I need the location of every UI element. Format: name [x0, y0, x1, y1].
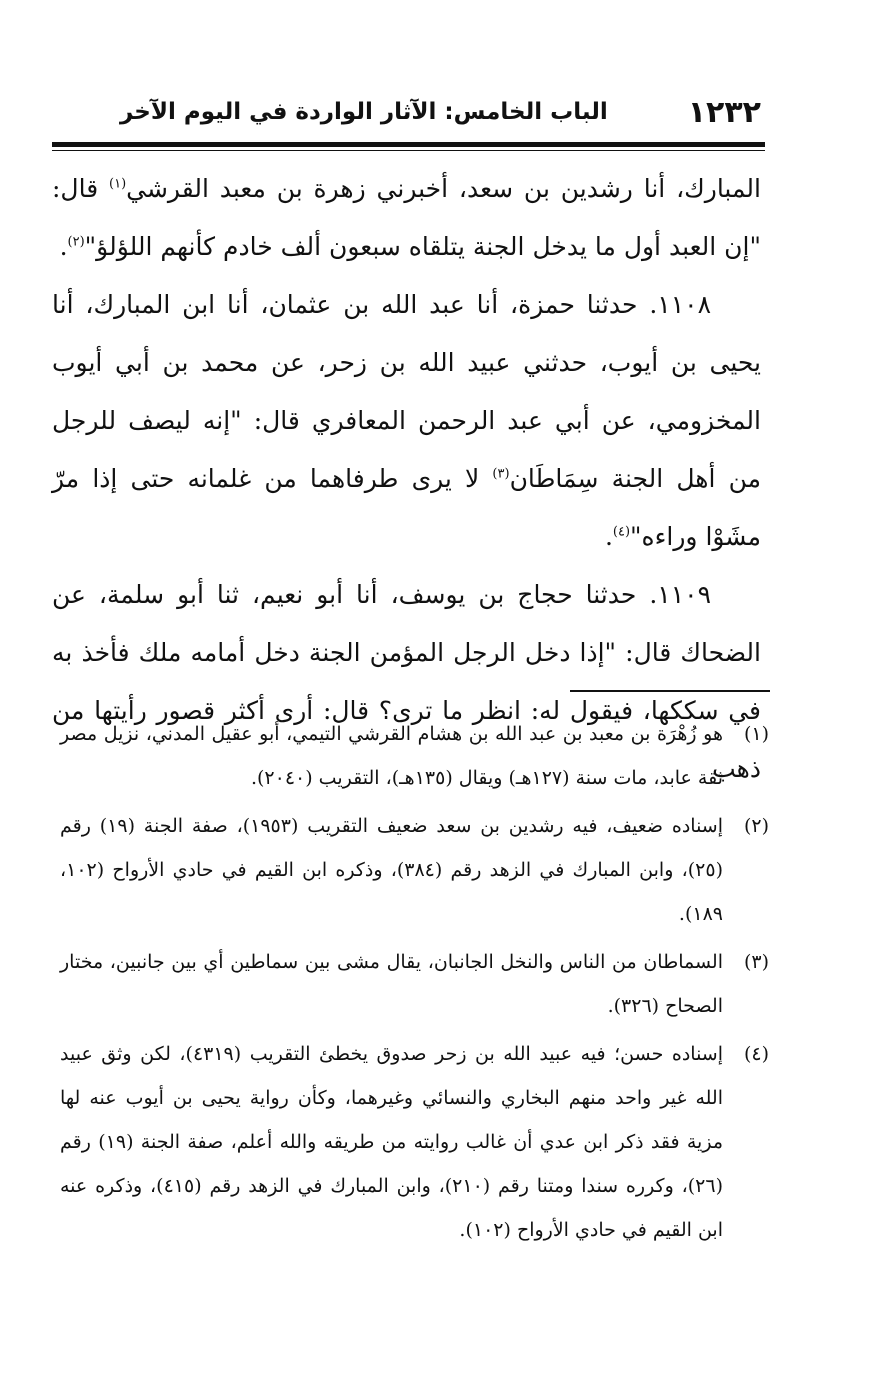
footnote-ref: (٢) — [67, 234, 85, 250]
footnote-number: (١) — [743, 723, 769, 745]
footnote-number: (٣) — [743, 951, 769, 973]
header-rule — [52, 142, 765, 147]
paragraph-1109: ١١٠٩. حدثنا حجاج بن يوسف، أنا أبو نعيم، ثنا أبو سلمة، عن الضحاك قال: "إذا دخل الرجل المؤمن الجنة دخل أمامه ملك فأخذ به في سككها، فيقول له: انظر ما ترى؟ قال: أرى أكثر قصور رأيتها من ذهب — [52, 580, 761, 783]
text-run: . — [604, 522, 613, 551]
text-run: ١١٠٨. حدثنا حمزة، أنا عبد الله بن عثمان، أنا ابن المبارك، أنا يحيى بن أيوب، حدثني عبيد الله بن زحر، عن محمد بن أبي أيوب المخزومي، عن أبي عبد الرحمن المعافري قال: "إنه ليصف للرجل من أهل الجنة سِمَاطَان — [52, 290, 761, 493]
footnote-separator — [570, 690, 770, 692]
footnote-ref: (٤) — [612, 524, 631, 540]
text-run: . — [59, 232, 68, 261]
text-run: لا يرى طرفاهما من غلمانه حتى إذا مرّ مشَوْا وراءه" — [52, 464, 761, 551]
footnote — [60, 804, 769, 936]
footnote-ref: (٣) — [492, 466, 510, 482]
footnote-text: إسناده ضعيف، فيه رشدين بن سعد ضعيف التقريب (١٩٥٣)، صفة الجنة (١٩) رقم (٢٥)، وابن المبارك في الزهد رقم (٣٨٤)، وذكره ابن القيم في حادي الأرواح (١٠٢، ١٨٩). — [60, 815, 724, 925]
footnotes — [60, 712, 769, 1256]
footnote-number: (٤) — [743, 1043, 769, 1065]
footnote-number: (٢) — [743, 815, 769, 837]
footnote-text: السماطان من الناس والنخل الجانبان، يقال مشى بين سماطين أي بين جانبين، مختار الصحاح (٣٢٦). — [60, 951, 723, 1017]
header-rule-thin — [52, 150, 765, 151]
text-run: المبارك، أنا رشدين بن سعد، أخبرني زهرة بن معبد القرشي — [126, 174, 761, 203]
footnote-ref: (١) — [109, 176, 127, 192]
page-number: ١٢٣٢ — [687, 94, 761, 130]
footnote-text: هو زُهْرَة بن معبد بن عبد الله بن هشام القرشي التيمي، أبو عقيل المدني، نزيل مصر ثقة عابد، مات سنة (١٢٧هـ) ويقال (١٣٥هـ)، التقريب (٢٠٤٠). — [60, 723, 723, 789]
running-header — [120, 92, 761, 132]
footnote — [60, 1032, 769, 1252]
paragraph-continuation — [52, 160, 761, 276]
text-run: قال: "إن العبد أول ما يدخل الجنة يتلقاه سبعون ألف خادم كأنهم اللؤلؤ" — [52, 174, 761, 261]
chapter-title: الباب الخامس: الآثار الواردة في اليوم الآخر — [120, 99, 608, 125]
main-text — [52, 160, 761, 798]
footnote — [60, 712, 769, 800]
footnote — [60, 940, 769, 1028]
paragraph-1108 — [52, 276, 761, 566]
footnote-text: إسناده حسن؛ فيه عبيد الله بن زحر صدوق يخطئ التقريب (٤٣١٩)، لكن وثق عبيد الله غير واحد منهم البخاري والنسائي وغيرهما، وكأن رواية يحيى بن أيوب عنه لها مزية فقد ذكر ابن عدي أن غالب روايته من طريقه والله أعلم، صفة الجنة (١٩) رقم (٢٦)، وكرره سندا ومتنا رقم (٢١٠)، وابن المبارك في الزهد رقم (٤١٥)، وذكره عنه ابن القيم في حادي الأرواح (١٠٢). — [60, 1043, 723, 1241]
